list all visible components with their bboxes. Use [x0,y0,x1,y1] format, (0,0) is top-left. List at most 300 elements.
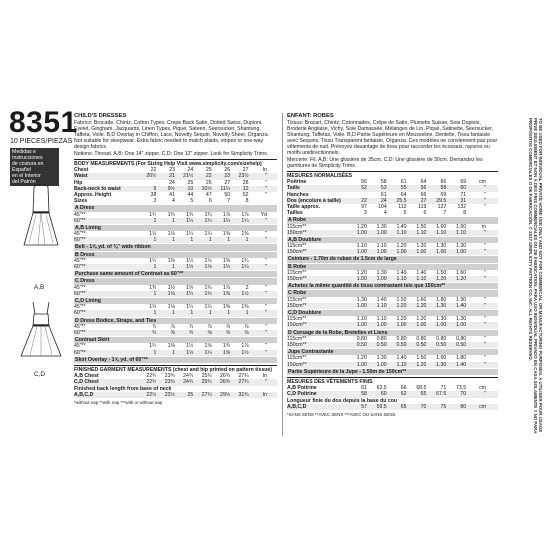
cell-value: 1⅛ [167,304,175,311]
cell-value: 1.20 [396,316,407,323]
cell-value: 1.10 [356,243,367,250]
cell-value: 1.00 [396,249,407,256]
cell-value: 26 [224,167,231,174]
cell-value: 1⅛ [149,304,157,311]
row-label: 60"** [74,330,86,337]
yardage-row [74,237,277,243]
cell-value: 47 [205,191,212,198]
cell-value: 1.00 [356,361,367,368]
row-label: 45"** [74,284,86,291]
cell-value: ⅝ [244,330,249,337]
cell-value: " [484,203,486,210]
cell-value: 5 [403,210,407,217]
spanish-note-line: Medidas e Instrucciones [12,149,43,161]
row-label: Sizes [74,198,88,205]
row-label: 150cm** [287,302,307,309]
cell-value: 1 [153,264,157,271]
yardage-row [287,276,498,282]
cell-value: " [484,243,486,250]
cell-value: 6 [208,198,212,205]
row-label: 115cm** [287,223,307,230]
cell-value: 1⅜ [222,304,231,311]
cell-value: 11¼ [220,185,231,192]
row-label: 150cm** [287,249,307,256]
cell-value: 64 [400,191,407,198]
cell-value: 28 [242,179,249,186]
spanish-note [10,148,59,186]
cell-value: " [265,257,267,264]
cell-value: 1.20 [416,361,427,368]
cell-value: 24 [187,167,194,174]
cell-value: 25.5 [396,197,407,204]
section-header: A,B Lining [74,225,277,231]
cell-value: 25¾ [201,373,212,380]
cell-value: 69 [440,191,447,198]
cell-value: 1⅜ [222,231,231,238]
cell-value: " [484,185,486,192]
cell-value: ⅞ [188,323,194,330]
cell-value: 1.90 [456,296,467,303]
cell-value: 56 [361,179,367,186]
row-label: A,B,C,D [74,391,94,398]
cell-value: 1⅞ [222,211,231,218]
cell-value: 67.5 [436,391,447,398]
cell-value: 1.20 [396,243,407,250]
cell-value: 26¾ [220,379,231,386]
cell-value: 2 [245,284,249,291]
cell-value: ⅞ [207,323,212,330]
cell-value: 1.50 [436,269,447,276]
cell-value: 1.10 [396,229,407,236]
cell-value: 23½ [164,391,175,398]
dress-cd-drawing [14,300,68,370]
cell-value: 27 [224,179,231,186]
cell-value: 1⅜ [167,343,175,350]
sizes-row [74,198,277,204]
cell-value: 1⅝ [204,343,212,350]
cell-value: 1.00 [376,322,387,329]
cell-value: 4 [171,198,175,205]
section-header: A Robe [287,217,498,223]
cell-value: 27¾ [238,373,249,380]
section-header: Belt - 1⅝ yd. of ⅜" wide ribbon [74,244,277,250]
cell-value: 22½ [146,391,157,398]
cell-value: 66 [440,179,447,186]
cell-value: 1.20 [416,302,427,309]
cell-value: 1½ [186,257,194,264]
cell-value: 97 [361,203,367,210]
cell-value: 1¾ [186,211,194,218]
cell-value: 1¾ [222,343,231,350]
cell-value: Yd [260,211,267,218]
row-label: 115cm** [287,335,307,342]
yardage-row [74,264,277,270]
section-header: Achetez la même quantité de tissu contrastant tels que 150cm** [287,283,498,289]
cell-value: ⅞ [152,323,157,330]
section-header: C Dress [74,278,277,284]
row-label: 45"** [74,343,86,350]
cell-value: 22 [361,197,367,204]
english-body-header: BODY MEASUREMENTS (For Sizing Help Visit www.simplicity.com/sizehelp) [74,159,277,167]
cell-value: 71 [440,385,447,392]
yardage-row [287,303,498,309]
cell-value: In [262,373,267,380]
cell-value: 1.00 [376,361,387,368]
cell-value: 27 [420,197,427,204]
cell-value: 25 [205,167,212,174]
row-label: Dos (encolure à taille) [287,197,341,204]
cell-value: 1½ [241,290,249,297]
cell-value: 6 [423,210,427,217]
cell-value: 1⅝ [186,284,194,291]
cell-value: 1⅛ [167,231,175,238]
row-label: 115cm** [287,316,307,323]
cell-value: 61 [361,385,367,392]
cell-value: 52 [242,191,249,198]
cell-value: 63.5 [376,385,387,392]
cell-value: " [484,269,486,276]
yardage-row [287,230,498,236]
cell-value: 1.60 [456,223,467,230]
cell-value: 1⅜ [222,290,231,297]
cell-value: ⅝ [170,330,175,337]
cell-value: 1¼ [204,349,212,356]
cell-value: 1.00 [416,322,427,329]
view-label-ab: A,B [34,284,45,291]
cell-value: 41 [169,191,175,198]
row-label: 60"** [74,237,86,244]
french-yardage-table [287,210,498,375]
cell-value: 60 [380,391,387,398]
english-title: CHILD'S DRESSES [74,113,127,119]
cell-value: " [265,323,267,330]
cell-value: 1⅜ [241,231,249,238]
cell-value: 1.00 [436,249,447,256]
cell-value: " [484,355,486,362]
row-label: 60"** [74,264,86,271]
cell-value: 22¾ [146,379,157,386]
cell-value: 3 [363,210,367,217]
french-finished-header: MESURES DES VÊTEMENTS FINIS [287,377,498,385]
cell-value: " [484,197,486,204]
cell-value: 1.00 [376,276,387,283]
section-header: D Corsage de la Robe, Bretelles et Liens [287,330,498,336]
cell-value: 80 [460,403,467,410]
cell-value: 1.30 [376,223,387,230]
cell-value: 1.10 [396,361,407,368]
section-header: D Dress Bodice, Straps, and Ties [74,318,277,324]
cell-value: 58 [440,185,447,192]
row-label: 115cm** [287,355,307,362]
cell-value: " [265,310,267,317]
yardage-row [287,362,498,368]
french-footnote: *SANS SENS **AVEC SENS ***AVEC OU SANS SENS [287,411,396,417]
cell-value: 1⅛ [186,349,194,356]
cell-value: ⅞ [225,323,231,330]
cell-value: 1.00 [376,229,387,236]
cell-value: 24 [380,197,387,204]
cell-value: 27 [242,167,249,174]
cell-value: 1¼ [204,304,212,311]
cell-value: 12 [242,185,249,192]
cell-value: " [265,290,267,297]
cell-value: 61 [380,191,387,198]
yardage-row [287,342,498,348]
cell-value: ⅝ [225,330,231,337]
cell-value: 1¼ [186,231,194,238]
cell-value: " [265,185,267,192]
cell-value: 1⅛ [186,264,194,271]
row-label: 45"** [74,231,86,238]
cell-value: " [265,231,267,238]
cell-value: 0.50 [396,342,407,349]
cell-value: " [484,276,486,283]
section-header: Contrast Skirt [74,337,277,343]
finished-length-label: Finished back length from base of neck [74,385,172,392]
cell-value: " [484,316,486,323]
copyright-text: TO BE USED FOR INDIVIDUAL PRIVATE HOME USE ONLY AND NOT FOR COMMERCIAL OR MANUFACTURING PURPOSES. A UTILISER POUR USAGE PRIVÉ SEULEMENT ET NON À DES FINS COMMERCIALES OU DE FABRICATION. PARA USO INDIVIDUAL PRIVADO EN CASA SOLAMENTE Y NO PARA PROPÓSITOS COMERCIALES O DE FABRICACIÓN. © 2017 SIMPLICITY PATTERN CO. INC. ALL RIGHTS RESERVED. [527,118,543,434]
cell-value: 0.50 [436,342,447,349]
finished-length-label: Longueur finie du dos depuis la base du cou [287,397,398,404]
finished-measurement-row [287,404,498,410]
cell-value: 1⅞ [222,284,231,291]
cell-value: 1.30 [436,243,447,250]
cell-value: 1 [153,217,157,224]
french-body-table [287,179,498,210]
cell-value: ⅞ [170,323,175,330]
cell-value: 1⅞ [241,211,249,218]
finished-measurement-row [74,392,277,398]
cell-value: 127 [437,203,447,210]
cell-value: 0.80 [356,335,367,342]
row-label: 115cm** [287,243,307,250]
cell-value: 24¾ [183,373,194,380]
cell-value: 1.00 [356,302,367,309]
row-label: 45"** [74,304,86,311]
cell-value [267,167,277,173]
cell-value: 1.00 [416,249,427,256]
cell-value: 29½ [220,391,231,398]
section-header: Purchase same amount of Contrast as 60"** [74,271,277,277]
cell-value: " [484,342,486,349]
cell-value: 1.60 [456,269,467,276]
yardage-row [287,322,498,328]
cell-value: " [484,249,486,256]
row-label: Taille approx. [287,203,321,210]
cell-value: 1.20 [356,223,367,230]
cell-value: " [265,304,267,311]
cell-value: 1¾ [204,211,212,218]
row-label: A,B Chest [74,373,99,380]
row-label: C,D Chest [74,379,99,386]
yardage-row [74,330,277,336]
pattern-number: 8351 [9,106,78,139]
cell-value: cm [479,403,486,410]
cell-value: 1 [227,310,231,317]
row-label: A,B,C,D [287,403,307,410]
cell-value: " [265,191,267,198]
row-label: Tailles [287,210,303,217]
cell-value: 58 [380,179,387,186]
cell-value: " [484,391,486,398]
cell-value: 112 [398,203,407,210]
cell-value: 73.5 [456,385,467,392]
cell-value: 1½ [186,343,194,350]
cell-value: 53 [380,185,387,192]
cell-value: 31¾ [238,391,249,398]
cell-value: 69 [460,179,467,186]
row-label: Waist [74,173,88,180]
cell-value: 0.50 [376,342,387,349]
cell-value: 25¾ [201,379,212,386]
cell-value: 1¼ [149,257,157,264]
row-label: Hip [74,179,83,186]
cell-value: 0.50 [456,342,467,349]
cell-value: " [265,237,267,244]
row-label: 60"** [74,349,86,356]
finished-measurement-row [74,379,277,385]
cell-value: 50 [224,191,231,198]
cell-value: 1¼ [222,217,231,224]
cell-value: 31 [460,197,467,204]
row-label: 60"** [74,217,86,224]
cell-value: 4 [383,210,387,217]
cell-value: 70 [420,403,427,410]
cell-value: 65 [420,391,427,398]
row-label: 115cm** [287,269,307,276]
section-header: A Dress [74,205,277,211]
french-notions: Mercerie: Fil. A,B: Une glissière de 35cm. C,D: Une glissière de 30cm. Demandez les garnitures de Simplicity Trims. [287,157,483,169]
yardage-row [74,350,277,356]
section-header: Jupe Contrastante [287,349,498,355]
french-fabrics: Tissus: Brocart, Chintz, Cotonnades, Crêpe de Satin, Plumetis Suisse, Soie Dupioni, Broderie Anglaise, Vichy, Soie Damassée, Mélanges de Lin, Piqué, Satinette, Seersucker, Shantung, Taffetas, Voile. B,D Partie Supérieure en Mousseline, Dentelle, Tissu fantaisie avec Sequins, Tissu Transparent fantaisie, Organza. Ces modèles ne conviennent pas pour vêtements de nuit. Prévoyez davantage de tissu pour raccorder les écossais, rayures ou motifs unidirectionnels. [287,120,498,156]
french-column [287,113,498,418]
cell-value: 1.60 [436,223,447,230]
section-header: A,B Doublure [287,237,498,243]
cell-value: 1.60 [436,355,447,362]
cell-value: 1⅜ [167,257,175,264]
yardage-row [74,291,277,297]
section-header: C,D Lining [74,298,277,304]
cell-value: 25 [187,179,194,186]
dress-sketch-ab [14,183,68,283]
cell-value: 10½ [201,185,212,192]
cell-value: 1.30 [436,302,447,309]
section-header: B Dress [74,252,277,258]
cell-value: In [262,167,267,174]
english-yardage-table [74,198,277,363]
cell-value: 1½ [204,257,212,264]
cell-value: " [484,296,486,303]
cell-value: 1¼ [204,231,212,238]
cell-value: 1 [153,310,157,317]
cell-value: 64 [420,179,427,186]
cell-value: 1.20 [396,302,407,309]
copyright-notice [503,118,543,438]
cell-value: 1.10 [456,229,467,236]
cell-value: " [265,217,267,224]
cell-value: " [265,349,267,356]
cell-value: 1.20 [456,276,467,283]
cell-value: " [265,343,267,350]
cell-value: " [265,179,267,186]
cell-value: 1.40 [396,355,407,362]
cell-value: 59.5 [376,403,387,410]
cell-value: 1.80 [456,355,467,362]
cell-value: 0.50 [356,342,367,349]
view-label-cd: C,D [34,371,46,378]
cell-value: 1¼ [204,290,212,297]
cell-value: 21½ [183,173,194,180]
row-label: 115cm** [287,296,307,303]
row-label: Hanches [287,191,309,198]
cell-value: ⅞ [244,323,249,330]
cell-value: 104 [378,203,387,210]
row-label: 45"** [74,323,86,330]
cell-value: " [265,173,267,180]
sizes-row [287,210,498,216]
cell-value: 1¼ [222,264,231,271]
yardage-row [74,218,277,224]
cell-value: 1.30 [436,361,447,368]
row-label: 60"** [74,310,86,317]
cell-value: 1¾ [204,284,212,291]
section-header: Ceinture - 1.70m de ruban de 1.5cm de large [287,256,498,262]
cell-value: 1.50 [396,296,407,303]
row-label: 150cm** [287,276,307,283]
row-label: 150cm** [287,229,307,236]
cell-value: 1 [227,237,231,244]
cell-value: 20½ [146,173,157,180]
section-header: Skirt Overlay - 1⅝ yd. of 60"** [74,357,277,363]
cell-value: 1 [208,237,212,244]
row-label: 150cm** [287,361,307,368]
cell-value: 1⅛ [204,264,212,271]
french-finished-table [287,385,498,410]
cell-value: 1⅛ [149,231,157,238]
cell-value: cm [479,179,486,186]
cell-value: 119 [418,203,427,210]
cell-value: 1.30 [456,316,467,323]
cell-value: m [481,223,486,230]
cell-value: 10 [187,185,194,192]
cell-value: 70 [460,391,467,398]
cell-value: 58 [361,391,367,398]
cell-value: 3 [153,198,157,205]
cell-value: 1 [171,264,175,271]
cell-value: " [265,330,267,337]
cell-value: 1.20 [356,269,367,276]
cell-value: 27¼ [201,391,212,398]
cell-value: 1.00 [436,322,447,329]
cell-value: 1⅝ [222,257,231,264]
cell-value: 1.10 [396,276,407,283]
cell-value: 1.00 [356,229,367,236]
cell-value: 1 [171,310,175,317]
cell-value [466,210,486,216]
cell-value: " [484,335,486,342]
cell-value: 1⅜ [241,304,249,311]
cell-value: 1.60 [416,296,427,303]
cell-value: 1 [153,237,157,244]
cell-value: 1¾ [149,211,157,218]
row-label: Approx. Height [74,191,112,198]
cell-value: 8 [463,210,467,217]
cell-value: 1.20 [356,355,367,362]
cell-value: " [484,229,486,236]
row-label: Back-neck to waist [74,185,121,192]
cell-value: 1⅜ [149,284,157,291]
